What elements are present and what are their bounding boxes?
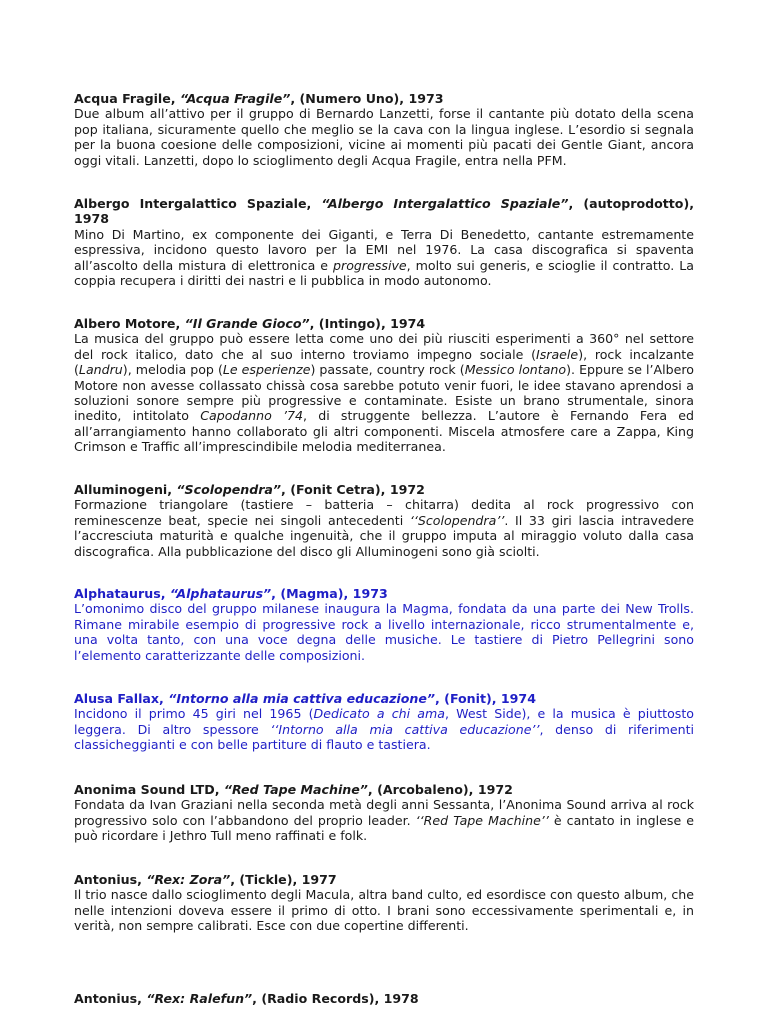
text-run: Incidono il primo 45 giri nel 1965 ( [74,706,314,722]
entry-alphataurus [74,586,694,663]
text-run: ). Eppure se l’Albero Motore non avesse collassato chissà cosa sarebbe potuto venir fuori, le idee stavano aprendosi a soluzioni sonore sempre più progressive e contaminate. Esiste un brano strumentale, sinora inedito, intitolato [74,362,694,424]
entry-meta: , (autoprodotto), 1978 [74,196,694,227]
entry-album: “Rex: Zora” [146,872,231,887]
entry-title [74,782,694,797]
italic-text-run: Dedicato a chi ama [313,706,445,722]
entry-body [74,601,694,663]
entry-title [74,691,694,706]
entry-artist: Alphataurus, [74,586,170,601]
entry-album: “Rex: Ralefun” [146,991,253,1006]
entry-body [74,227,694,289]
entry-meta: , (Arcobaleno), 1972 [367,782,513,797]
text-run: Due album all’attivo per il gruppo di Bernardo Lanzetti, forse il cantante più dotato della scena pop italiana, sicuramente quello che meglio se la cava con la lingua inglese. L’esordio si segnala per la buona coesione delle composizioni, vicine ai momenti più pacati dei Gentle Giant, ancora oggi vitali. Lanzetti, dopo lo scioglimento degli Acqua Fragile, entra nella PFM. [74,106,694,168]
italic-text-run: progressive [333,257,407,273]
entry-album: “Intorno alla mia cattiva educazione” [168,691,436,706]
text-run: ), melodia pop ( [122,362,223,378]
text-run: . Il 33 giri lascia intravedere l’accresciuta maturità e qualche ingenuità, che il gruppo imputa al miraggio voluto dalla casa discografica. Alla pubblicazione del disco gli Alluminogeni sono già sciolti. [74,512,694,559]
entry-album: “Acqua Fragile” [179,91,291,106]
italic-text-run: ‘‘Red Tape Machine’’ [415,812,549,828]
entry-meta: , (Fonit Cetra), 1972 [281,482,425,497]
text-run: La musica del gruppo può essere letta come uno dei più riusciti esperimenti a 360° nel settore del rock italico, dato che al suo interno troviamo impegno sociale ( [74,331,694,362]
entry-albergo-intergalattico [74,196,694,288]
text-run: ), rock incalzante ( [74,346,694,378]
entry-album: “Scolopendra” [176,482,282,497]
entry-title [74,482,694,497]
entry-alluminogeni [74,482,694,559]
text-run: ) passate, country rock ( [310,362,465,378]
entry-artist: Alusa Fallax, [74,691,169,706]
entry-title [74,316,694,331]
italic-text-run: ‘‘Scolopendra’’ [409,512,505,528]
entry-artist: Anonima Sound LTD, [74,782,224,797]
entry-artist: Alluminogeni, [74,482,177,497]
italic-text-run: Messico lontano [464,362,567,378]
entry-album: “Red Tape Machine” [223,782,368,797]
italic-text-run: ‘‘Intorno alla mia cattiva educazione’’ [270,721,540,737]
entry-title [74,872,694,887]
entry-artist: Albergo Intergalattico Spaziale, [74,196,322,211]
entry-antonius-ralefun [74,991,694,1006]
entry-title [74,991,694,1006]
entry-body [74,887,694,933]
entry-title [74,91,694,106]
entry-body [74,706,694,752]
text-run: è cantato in inglese e può ricordare i Jethro Tull meno raffinati e folk. [74,812,694,844]
entry-meta: , (Numero Uno), 1973 [290,91,444,106]
italic-text-run: Capodanno ’74 [200,408,304,424]
entry-meta: , (Fonit), 1974 [435,691,536,706]
entry-album: “Il Grande Gioco” [184,316,310,331]
text-run: Fondata da Ivan Graziani nella seconda metà degli anni Sessanta, l’Anonima Sound arriva al rock progressivo solo con l’abbandono del proprio leader. [74,797,694,828]
entry-alusa-fallax [74,691,694,753]
entry-album: “Albergo Intergalattico Spaziale” [321,196,569,211]
entry-body [74,797,694,843]
text-run: , molto sui generis, e scioglie il contratto. La coppia recupera i diritti dei nastri e li pubblica in modo autonomo. [74,257,694,289]
entry-meta: , (Tickle), 1977 [230,872,337,887]
entry-meta: , (Magma), 1973 [271,586,388,601]
italic-text-run: Landru [78,362,123,378]
entry-title [74,586,694,601]
entry-meta: , (Intingo), 1974 [309,316,426,331]
entry-acqua-fragile [74,91,694,168]
text-run: Il trio nasce dallo scioglimento degli Macula, altra band culto, ed esordisce con questo album, che nelle intenzioni doveva essere il primo di otto. I brani sono eccessivamente sperimentali e, in verità, non sempre calibrati. Esce con due copertine differenti. [74,887,694,934]
entry-anonima-sound [74,782,694,844]
italic-text-run: Le esperienze [222,362,311,378]
italic-text-run: Israele [536,346,579,362]
entry-artist: Antonius, [74,991,147,1006]
entry-meta: , (Radio Records), 1978 [252,991,419,1006]
entry-body [74,331,694,454]
text-run: , denso di riferimenti classicheggianti e con belle partiture di flauto e tastiera. [74,721,695,753]
text-run: , West Side), e la musica è piuttosto leggera. Di altro spessore [74,706,694,737]
entry-antonius-zora [74,872,694,934]
entry-body [74,106,694,168]
entry-artist: Antonius, [74,872,147,887]
entry-album: “Alphataurus” [169,586,272,601]
entry-body [74,497,694,559]
entry-albero-motore [74,316,694,455]
text-run: , di struggente bellezza. L’autore è Fernando Fera ed all’arrangiamento hanno collaborato gli altri componenti. Miscela atmosfere care a Zappa, King Crimson e Traffic all’imprescindibile melodia mediterranea. [74,408,694,455]
text-run: Formazione triangolare (tastiere – batteria – chitarra) dedita al rock progressivo con reminescenze beat, specie nei singoli antecedenti [74,497,694,528]
entry-title [74,196,694,227]
entry-artist: Acqua Fragile, [74,91,180,106]
text-run: Mino Di Martino, ex componente dei Giganti, e Terra Di Benedetto, cantante estremamente espressiva, incidono questo lavoro per la EMI nel 1976. La casa discografica si spaventa all’ascolto della mistura di elettronica e [74,226,694,273]
entry-artist: Albero Motore, [74,316,185,331]
text-run: L’omonimo disco del gruppo milanese inaugura la Magma, fondata da una parte dei New Trolls. Rimane mirabile esempio di progressive rock a livello internazionale, ricco strumentalmente e, una volta tanto, con una voce degna delle musiche. Le tastiere di Pietro Pellegrini sono l’elemento caratterizzante delle composizioni. [74,601,694,663]
